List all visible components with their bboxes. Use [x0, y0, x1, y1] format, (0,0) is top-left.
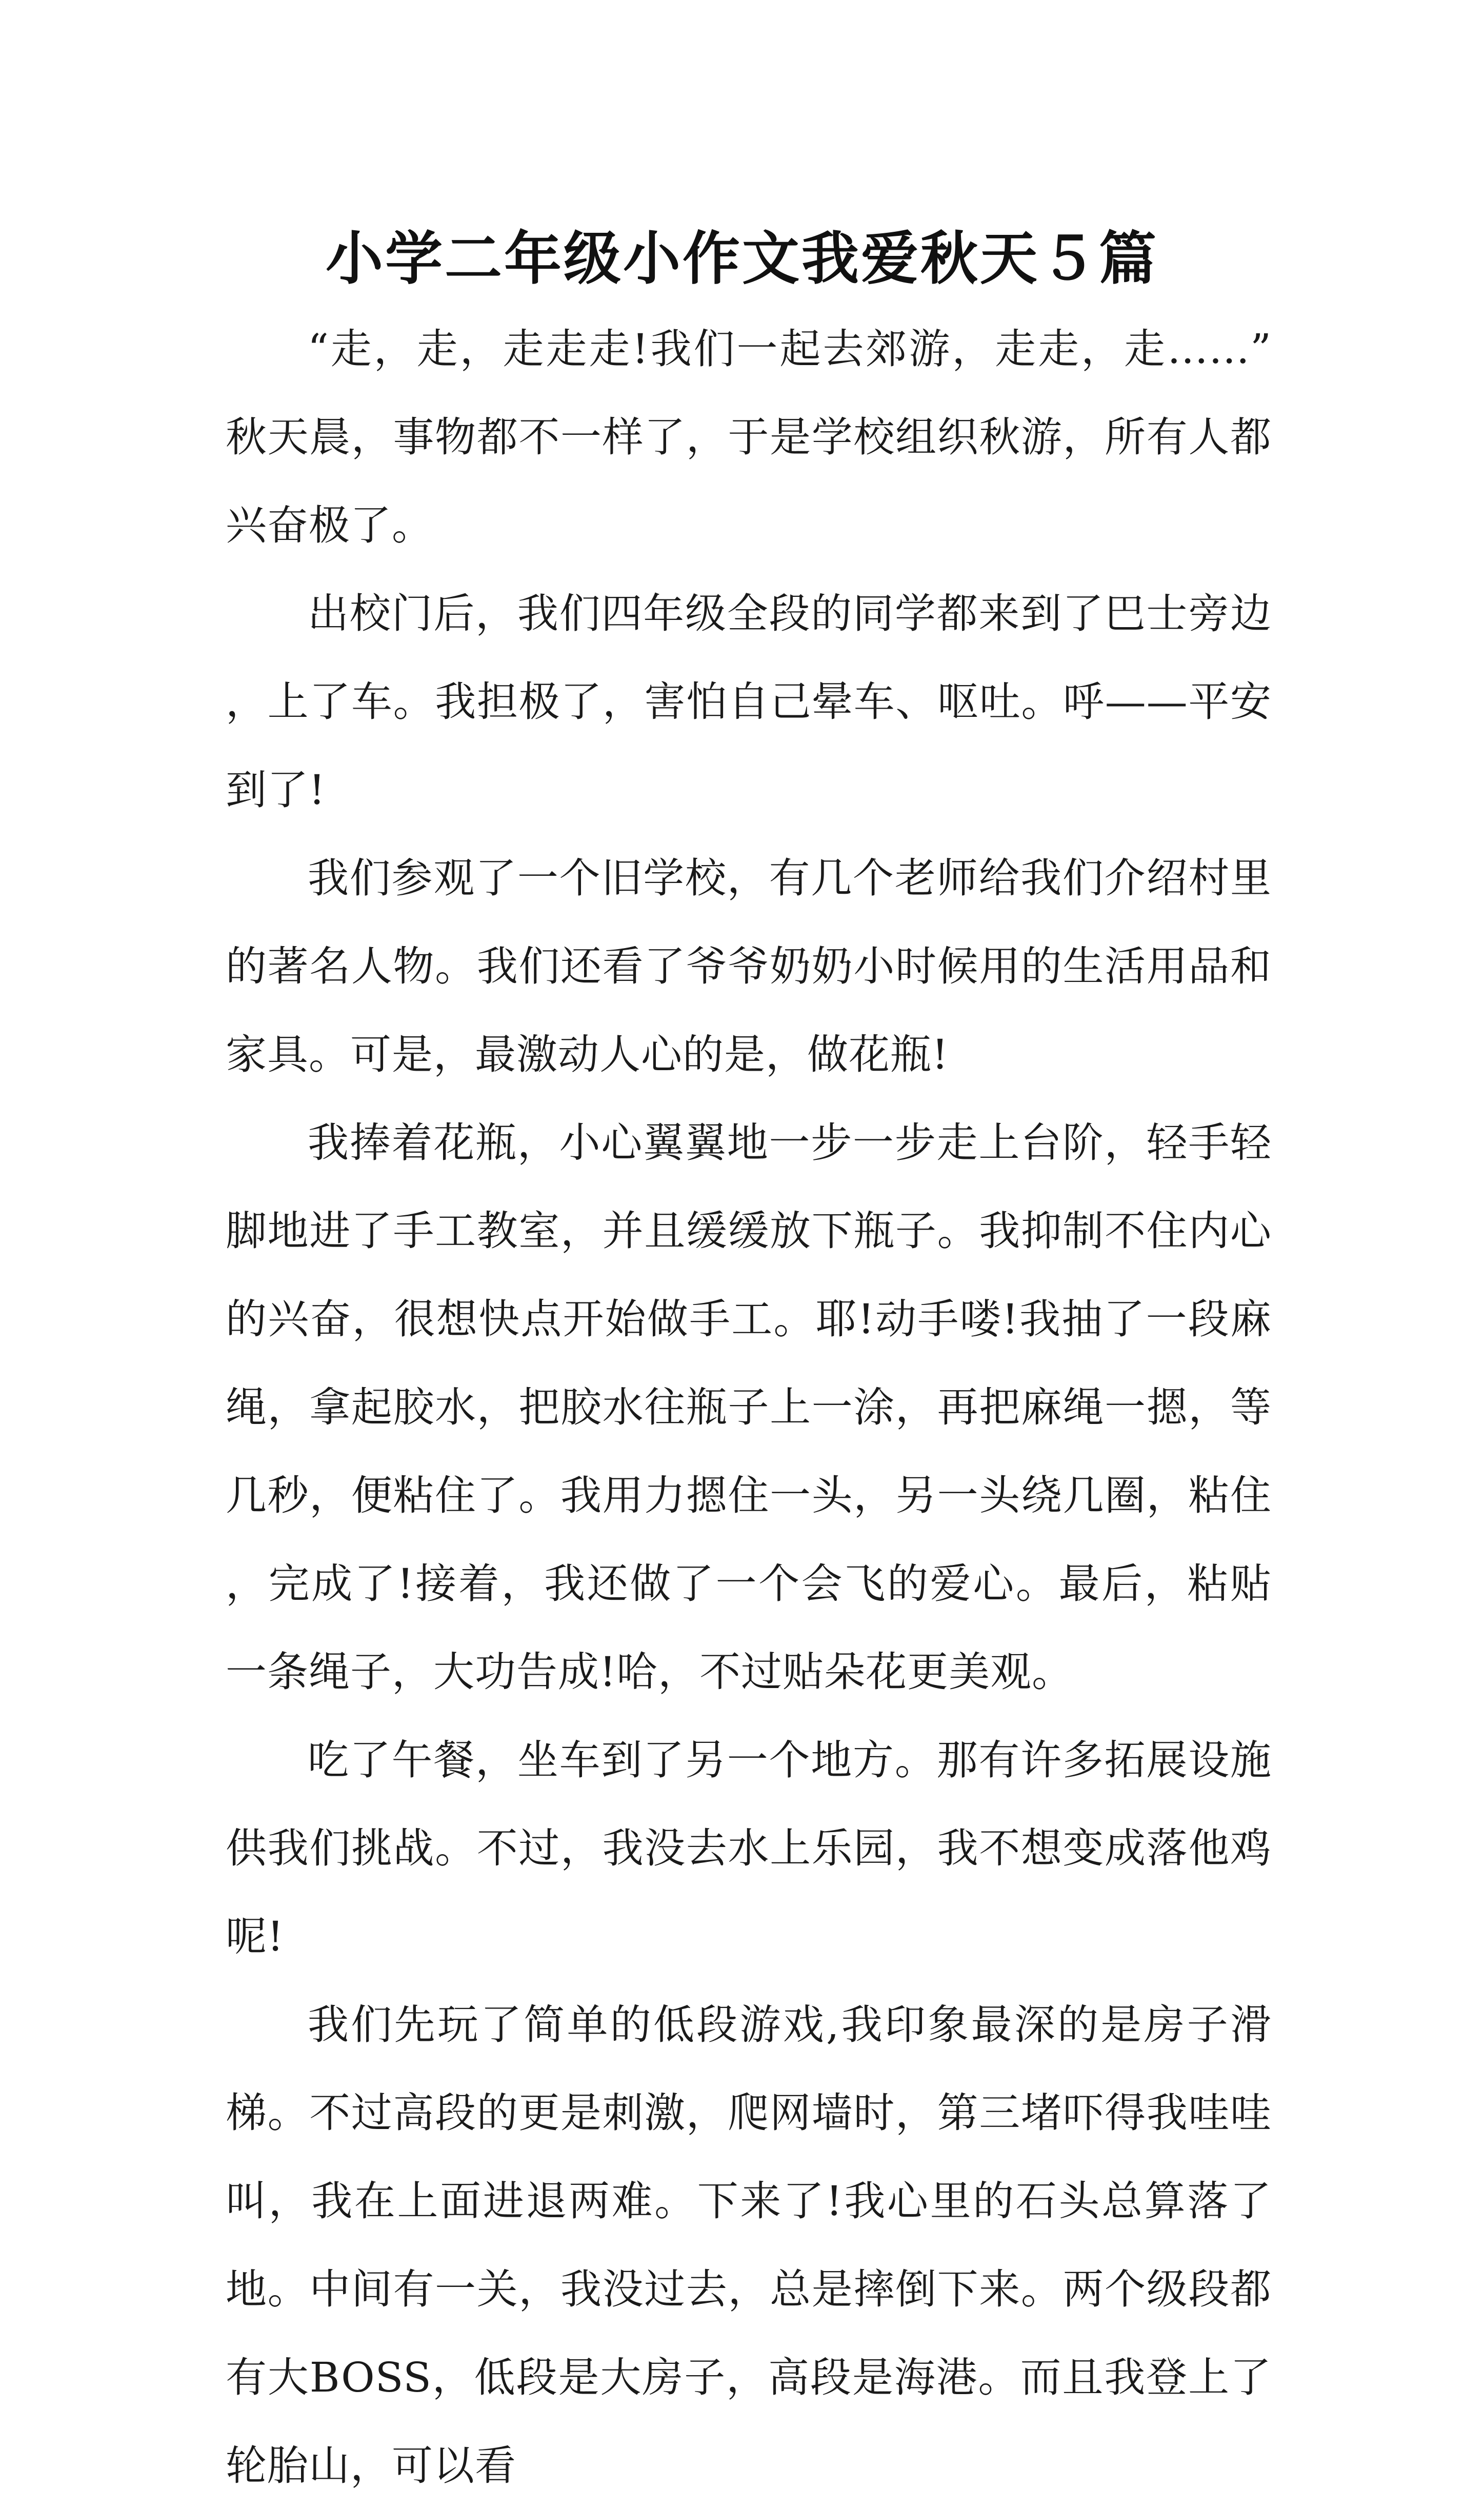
- paragraph-5: 吃了午餐，坐车到了另一个地方。那有许多拓展设施供我们挑战。不过，我没去水上乐园，我不想变成落他鸡呢!: [226, 1736, 1272, 1960]
- paragraph-6: 我们先玩了简单的低段游戏,我印象最深的是房子滑梯。不过高段的更是刺激，爬网墙时，第三堵吓得我哇哇叫，我在上面进退两难。下来了!我心里的石头总算落了地。中间有一关，我没过去，总是摔倒下来。两个级段都有大BOSS，低段是大房子，高段是海港。而且我登上了轮胎山，可以看: [226, 2001, 1272, 2489]
- paragraph-1: “走，走，走走走!我们一起去郊游，走走，走……”秋天晨，事物都不一样了，于是学校组织秋游，所有人都兴奋极了。: [226, 325, 1272, 549]
- paragraph-3: 我们参观了一个旧学校，有几个老师给我们介绍村里的著名人物。我们还看了爷爷奶奶小时候用的生活用品和家具。可是，最激动人心的是，做花瓶!: [226, 854, 1272, 1078]
- document-title: 小学二年级小作文我爱秋天５篇: [326, 225, 1158, 293]
- document-body: [226, 305, 1272, 2510]
- paragraph-4: 我捧着花瓶，小心翼翼地一步一步走上台阶，轻手轻脚地进了手工教室，并且缓缓放下瓶子。我抑制不住内心的兴奋，很想快点开始做手工。耶!动手喽!我抽了一段麻绳，拿起胶水，把胶水往瓶子上一涂，再把麻绳一摁，等几秒，便粘住了。我用力摁住一头，另一头绕几圈，粘住，完成了!接着，我还做了一个会飞的爱心。最后，粘贴一条绳子，大功告成!哈，不过贴朵花更美观。: [226, 1119, 1272, 1696]
- paragraph-2: 出校门后，我们四年级全段的同学都来到了巴士旁边，上了车。我担极了，害怕自己晕车、呕吐。呼——平安到了!: [226, 590, 1272, 814]
